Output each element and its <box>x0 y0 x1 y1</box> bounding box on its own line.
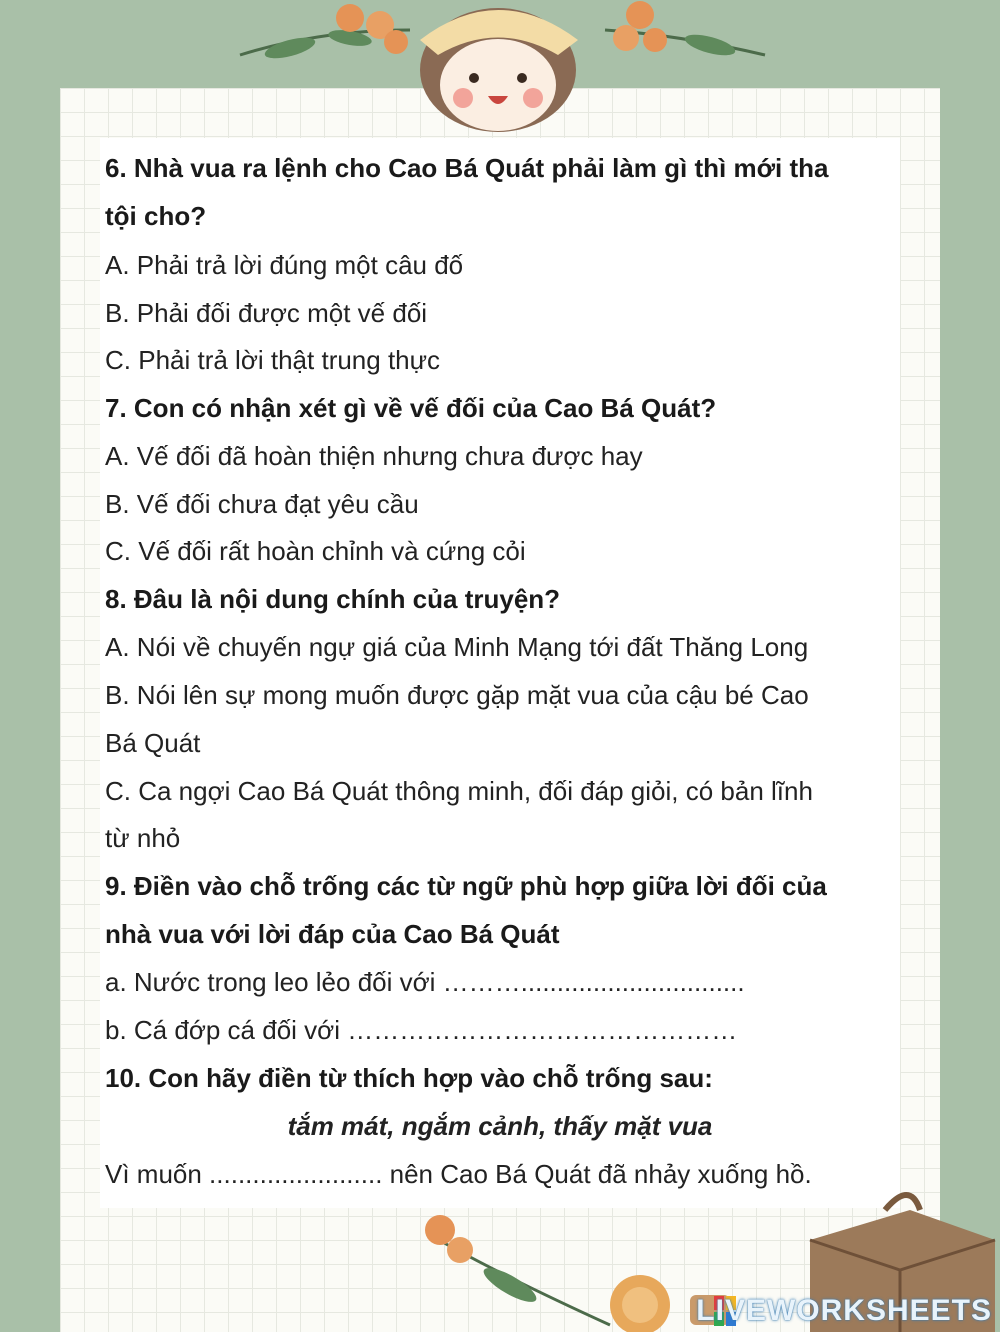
question-6-option-a[interactable]: A. Phải trả lời đúng một câu đố <box>105 250 464 280</box>
question-6-option-c[interactable]: C. Phải trả lời thật trung thực <box>105 345 441 375</box>
question-9-title: 9. Điền vào chỗ trống các từ ngữ phù hợp giữa lời đối của <box>105 871 827 901</box>
question-6-title-cont: tội cho? <box>105 201 207 231</box>
question-8-option-b-cont[interactable]: Bá Quát <box>105 728 201 758</box>
question-7-option-a[interactable]: A. Vế đối đã hoàn thiện nhưng chưa được hay <box>105 441 643 471</box>
tulip-right-icon <box>600 0 770 70</box>
girl-avatar-icon <box>408 0 588 135</box>
question-9-title-cont: nhà vua với lời đáp của Cao Bá Quát <box>105 919 560 949</box>
question-7-option-b[interactable]: B. Vế đối chưa đạt yêu cầu <box>105 489 419 519</box>
tulip-left-icon <box>230 0 420 70</box>
question-8-option-c[interactable]: C. Ca ngợi Cao Bá Quát thông minh, đối đáp giỏi, có bản lĩnh <box>105 776 813 806</box>
question-8-title: 8. Đâu là nội dung chính của truyện? <box>105 584 561 614</box>
question-8-option-a[interactable]: A. Nói về chuyến ngự giá của Minh Mạng tới đất Thăng Long <box>105 632 809 662</box>
question-7-title: 7. Con có nhận xét gì về vế đối của Cao Bá Quát? <box>105 393 717 423</box>
question-10-word-options: tắm mát, ngắm cảnh, thấy mặt vua <box>287 1111 713 1141</box>
question-7-option-c[interactable]: C. Vế đối rất hoàn chỉnh và cứng cỏi <box>105 536 526 566</box>
liveworksheets-watermark: LIVEWORKSHEETS <box>696 1294 992 1327</box>
tulip-bottom-icon <box>420 1215 620 1332</box>
question-9-blank-b[interactable]: b. Cá đớp cá đối với ……………………………………… <box>105 1015 738 1045</box>
question-6-title: 6. Nhà vua ra lệnh cho Cao Bá Quát phải làm gì thì mới tha <box>105 153 829 183</box>
question-10-sentence-blank[interactable]: Vì muốn ........................ nên Cao Bá Quát đã nhảy xuống hồ. <box>105 1159 812 1189</box>
question-8-option-b[interactable]: B. Nói lên sự mong muốn được gặp mặt vua của cậu bé Cao <box>105 680 809 710</box>
question-6-option-b[interactable]: B. Phải đối được một vế đối <box>105 298 428 328</box>
question-8-option-c-cont[interactable]: từ nhỏ <box>105 823 181 853</box>
question-10-title: 10. Con hãy điền từ thích hợp vào chỗ trống sau: <box>105 1063 713 1093</box>
question-9-blank-a[interactable]: a. Nước trong leo lẻo đối với ………............................... <box>105 967 745 997</box>
